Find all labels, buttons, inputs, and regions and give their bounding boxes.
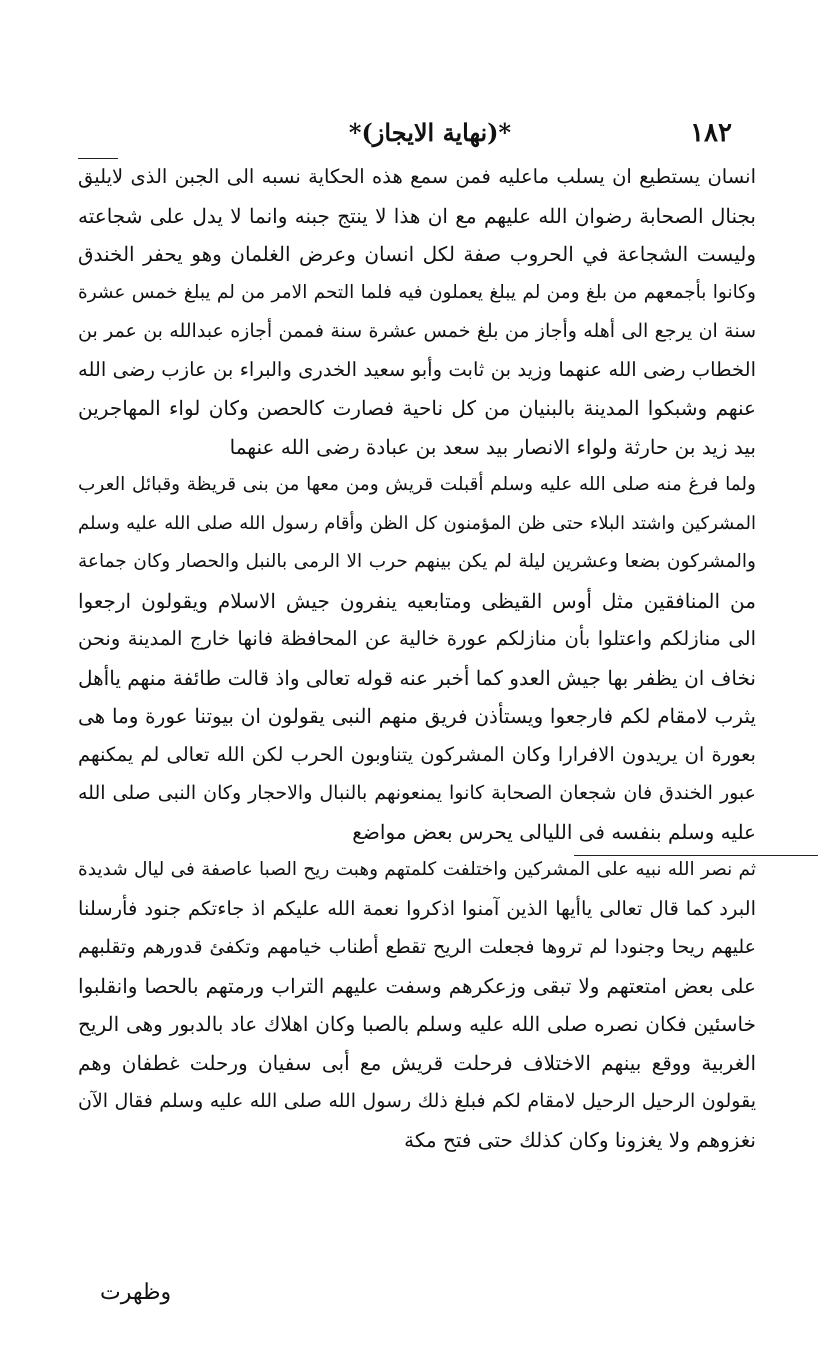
text-line: بعورة ان يريدون الافرارا وكان المشركون يتناوبون الحرب لكن الله تعالى لم يمكنهم	[78, 742, 756, 766]
text-line: البرد كما قال تعالى ياأيها الذين آمنوا اذكروا نعمة الله عليكم اذ جاءتكم جنود فأرسلنا	[78, 896, 756, 920]
text-line: بيد زيد بن حارثة ولواء الانصار بيد سعد بن عبادة رضى الله عنهما	[229, 434, 756, 459]
text-line: ولما فرغ منه صلى الله عليه وسلم أقبلت قريش ومن معها من بنى قريظة وقبائل العرب	[78, 474, 756, 495]
text-line: عليهم ريحا وجنودا لم تروها فجعلت الريح تقطع أطناب خيامهم وتكفئ قدورهم وتقلبهم	[78, 936, 756, 958]
text-line: خاسئين فكان نصره صلى الله عليه وسلم بالصبا وكان اهلاك عاد بالدبور وهى الريح	[78, 1012, 756, 1036]
text-line: يثرب لامقام لكم فارجعوا ويستأذن فريق منهم النبى يقولون ان بيوتنا عورة وما هى	[78, 704, 756, 728]
text-line: المشركين واشتد البلاء حتى ظن المؤمنون كل الظن وأقام رسول الله صلى الله عليه وسلم	[78, 512, 756, 534]
text-line: ثم نصر الله نبيه على المشركين واختلفت كلمتهم وهبت ريح الصبا عاصفة فى ليال شديدة	[78, 859, 756, 880]
text-line: نغزوهم ولا يغزونا وكان كذلك حتى فتح مكة	[404, 1127, 756, 1152]
text-line: وكانوا بأجمعهم من بلغ ومن لم يبلغ يعملون فيه فلما التحم الامر من لم يبلغ خمس عشرة	[78, 281, 756, 303]
text-line: عليه وسلم بنفسه فى الليالى يحرس بعض مواضع	[352, 819, 756, 844]
text-line: سنة ان يرجع الى أهله وأجاز من بلغ خمس عشرة سنة فممن أجازه عبدالله بن عمر بن	[78, 320, 756, 342]
page-number: ١٨٢	[690, 118, 732, 148]
text-line: من المنافقين مثل أوس القيظى ومتابعيه ينفرون جيش الاسلام ويقولون ارجعوا	[78, 588, 756, 613]
text-line: عبور الخندق فان شجعان الصحابة كانوا يمنعونهم بالنبال والاحجار وكان النبى صلى الله	[78, 782, 756, 804]
text-line: وليست الشجاعة في الحروب صفة لكل انسان وعرض الغلمان وهو يحفر الخندق	[78, 242, 756, 266]
running-title: *(نهاية الايجاز)*	[348, 118, 512, 147]
text-line: بجنال الصحابة رضوان الله عليهم مع ان هذا لا ينتج جبنه وانما لا يدل على شجاعته	[78, 203, 756, 228]
body-text	[78, 158, 756, 1159]
text-line: الغربية ووقع بينهم الاختلاف فرحلت قريش مع أبى سفيان ورحلت غطفان وهم	[78, 1050, 756, 1075]
page-header	[0, 112, 832, 152]
text-line: عنهم وشبكوا المدينة بالبنيان من كل ناحية فصارت كالحصن وكان لواء المهاجرين	[78, 396, 756, 420]
text-line: الخطاب رضى الله عنهما وزيد بن ثابت وأبو سعيد الخدرى والبراء بن عازب رضى الله	[78, 357, 756, 381]
text-line: انسان يستطيع ان يسلب ماعليه فمن سمع هذه الحكاية نسبه الى الجبن الذى لايليق	[78, 165, 756, 188]
catchword: وظهرت	[100, 1280, 172, 1305]
text-line: الى منازلكم واعتلوا بأن منازلكم عورة خالية عن المحافظة فانها خارج المدينة ونحن	[78, 627, 756, 650]
text-line: نخاف ان يظفر بها جيش العدو كما أخبر عنه قوله تعالى واذ قالت طائفة منهم ياأهل	[78, 665, 756, 690]
text-line: يقولون الرحيل الرحيل لامقام لكم فبلغ ذلك رسول الله صلى الله عليه وسلم فقال الآن	[78, 1090, 756, 1112]
text-line: والمشركون بضعا وعشرين ليلة لم يكن بينهم حرب الا الرمى بالنبل والحصار وكان جماعة	[78, 551, 756, 572]
text-line: على بعض امتعتهم ولا تبقى وزعكرهم وسفت عليهم التراب ورمتهم بالحصا وانقلبوا	[78, 973, 756, 998]
